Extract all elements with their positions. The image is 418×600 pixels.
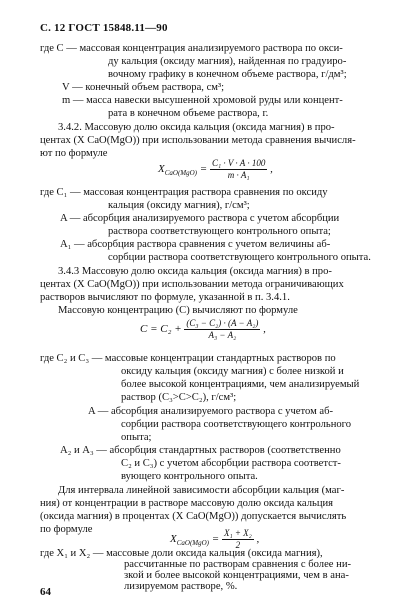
formula-2 xyxy=(140,318,266,341)
formula-1-sub: CaO(MgO) xyxy=(164,169,198,178)
formula-3-sub: CaO(MgO) xyxy=(176,539,210,548)
text-line: ния) от концентрации в растворе массовую долю оксида кальция xyxy=(40,498,334,509)
text-line: растворов вычисляют по формуле, указанной в п. 3.4.1. xyxy=(40,292,290,303)
text-line: зкой и более высокой концентрациями, чем в ана- xyxy=(124,570,349,581)
formula-2-lhs: C xyxy=(140,323,148,336)
text-line: C₂ и C₃) с учетом абсорбции раствора соответст- xyxy=(121,458,341,469)
text-line: рата в конечном объеме раствора, г. xyxy=(108,108,269,119)
formula-1-numerator: C₁ · V · A · 100 xyxy=(211,158,266,168)
formula-2-denominator: A₃ − A₂ xyxy=(208,330,237,340)
text-line: центах (X CaO(MgO)) при использовании метода ограничивающих xyxy=(40,279,344,290)
text-line: где C — массовая концентрация анализируемого раствора по окси- xyxy=(40,43,343,54)
text-line: A — абсорбция анализируемого раствора с учетом абсорбции xyxy=(60,213,340,224)
text-line: опыта; xyxy=(121,432,152,443)
text-line: m — масса навески высушенной хромовой руды или концент- xyxy=(62,95,343,106)
text-line: где X₁ и X₂ — массовые доли оксида кальция (оксида магния), xyxy=(40,548,323,559)
formula-1-tail: , xyxy=(270,163,273,176)
text-line: A₂ и A₃ — абсорбция стандартных растворов (соответственно xyxy=(60,445,341,456)
page-number: 64 xyxy=(40,586,51,598)
formula-2-plus: + xyxy=(174,323,182,336)
text-line: рассчитанные по растворам сравнения с более ни- xyxy=(124,559,352,570)
page-header: С. 12 ГОСТ 15848.11—90 xyxy=(40,22,168,34)
text-line: вочному графику в конечном объеме раствора, г/дм³; xyxy=(108,69,347,80)
formula-3-tail: , xyxy=(256,533,260,546)
formula-2-eq: = xyxy=(150,323,158,336)
text-line: Для интервала линейной зависимости абсорбции кальция (маг- xyxy=(58,485,345,496)
text-line: раствор (C₃>C>C₂), г/см³; xyxy=(121,392,237,403)
text-line: A₁ — абсорбция раствора сравнения с учетом величины аб- xyxy=(60,239,331,250)
formula-3-lhs: X xyxy=(170,533,177,546)
text-line: V — конечный объем раствора, см³; xyxy=(62,82,225,93)
text-line: сорбции раствора соответствующего контрольного опыта. xyxy=(108,252,371,263)
formula-1-lhs: X xyxy=(158,163,165,176)
text-line: раствора соответствующего контрольного опыта; xyxy=(108,226,331,237)
text-line: Массовую концентрацию (C) вычисляют по формуле xyxy=(58,305,298,316)
formula-2-numerator: (C₃ − C₂) · (A − A₂) xyxy=(186,318,259,328)
text-line: где C₂ и C₃ — массовые концентрации стандартных растворов по xyxy=(40,353,336,364)
formula-2-c2: C₂ xyxy=(160,323,172,336)
formula-3-denominator: 2 xyxy=(235,540,241,550)
text-line: сорбции раствора соответствующего контрольного xyxy=(121,419,352,430)
text-line: оксиду кальция (оксиду магния) с более низкой и xyxy=(121,366,344,377)
text-line: 3.4.3 Массовую долю оксида кальция (оксида магния) в про- xyxy=(58,266,332,277)
text-line: более высокой концентрациями, чем анализируемый xyxy=(121,379,360,390)
formula-2-tail: , xyxy=(263,323,266,336)
text-line: вующего контрольного опыта. xyxy=(121,471,258,482)
text-line: по формуле xyxy=(40,524,93,535)
text-line: ют по формуле xyxy=(40,148,108,159)
formula-1 xyxy=(158,158,273,181)
text-line: где C₁ — массовая концентрация раствора сравнения по оксиду xyxy=(40,187,328,198)
text-line: 3.4.2. Массовую долю оксида кальция (оксида магния) в про- xyxy=(58,122,335,133)
text-line: лизируемом растворе, %. xyxy=(124,581,238,592)
formula-2-fraction xyxy=(184,318,260,341)
formula-1-denominator: m · A₁ xyxy=(227,170,250,180)
text-line: кальция (оксиду магния), г/см³; xyxy=(108,200,250,211)
text-line: ду кальция (оксиду магния), найденная по градуиро- xyxy=(108,56,347,67)
formula-3-eq: = xyxy=(211,533,220,546)
text-line: центах (X CaO(MgO)) при использовании метода сравнения вычисля- xyxy=(40,135,356,146)
formula-3-numerator: X₁ + X₂ xyxy=(223,528,252,538)
formula-1-fraction xyxy=(210,158,267,181)
text-line: A — абсорбция анализируемого раствора с учетом аб- xyxy=(88,406,334,417)
formula-1-eq: = xyxy=(199,163,208,176)
text-line: (оксида магния) в процентах (X CaO(MgO)) допускается вычислять xyxy=(40,511,347,522)
